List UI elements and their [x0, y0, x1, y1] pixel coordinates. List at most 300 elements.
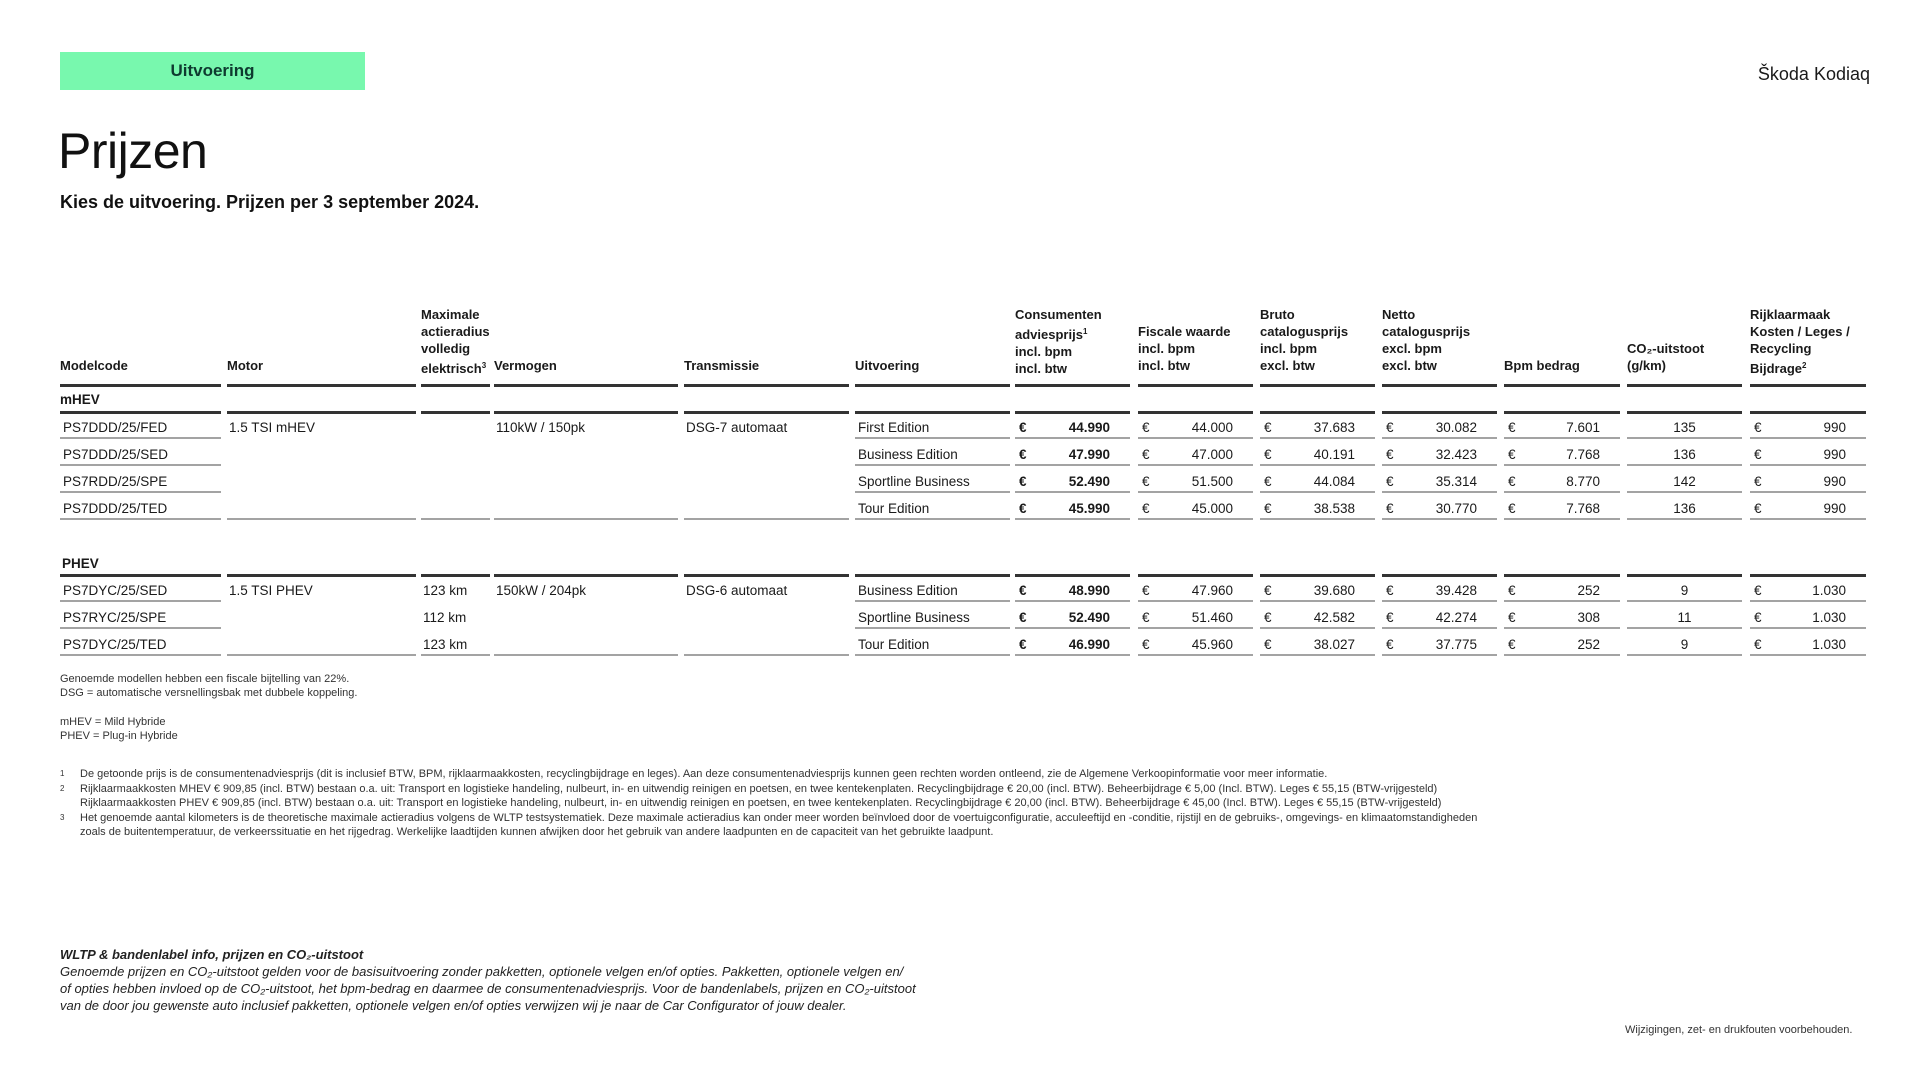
currency-icon: €	[1264, 474, 1272, 489]
column-header-text: catalogusprijs	[1382, 324, 1471, 339]
column-header-text: actieradius	[421, 324, 490, 339]
column-header-modelcode	[60, 357, 221, 374]
row-rule	[1382, 464, 1497, 466]
fiscale_waarde-value: 45.960	[1191, 637, 1233, 652]
column-header-text: Transmissie	[684, 358, 760, 373]
note-line: Genoemde modellen hebben een fiscale bijtelling van 22%.	[60, 673, 350, 685]
header-rule	[855, 384, 1010, 387]
row-rule	[1750, 627, 1866, 629]
modelcode-cell: PS7RDD/25/SPE	[63, 474, 168, 489]
header-rule	[1260, 411, 1375, 414]
footnote-ref: 1	[1082, 327, 1088, 336]
row-rule	[1138, 437, 1253, 439]
column-header-line	[1382, 323, 1497, 340]
column-header-text: Bijdrage	[1750, 361, 1803, 376]
header-rule	[1138, 384, 1253, 387]
column-header-text: incl. bpm	[1260, 341, 1318, 356]
header-rule	[1382, 574, 1497, 577]
header-rule	[1750, 574, 1866, 577]
column-header-vermogen	[494, 357, 678, 374]
uitvoering-cell: Business Edition	[858, 583, 958, 598]
column-header-line	[1382, 357, 1497, 374]
row-rule	[855, 464, 1010, 466]
row-rule	[855, 437, 1010, 439]
header-rule	[1382, 411, 1497, 414]
modelcode-cell: PS7RYC/25/SPE	[63, 610, 167, 625]
column-header-line	[1260, 306, 1375, 323]
header-rule	[1750, 411, 1866, 414]
consumentenprijs-value: 48.990	[1068, 583, 1110, 598]
column-header-netto	[1382, 306, 1497, 374]
group-label: PHEV	[62, 556, 99, 571]
header-rule	[1750, 384, 1866, 387]
row-rule	[1627, 491, 1742, 493]
consumentenprijs-value: 44.990	[1068, 420, 1110, 435]
column-header-text: Vermogen	[494, 358, 557, 373]
currency-icon: €	[1386, 501, 1394, 516]
row-rule	[1750, 518, 1866, 520]
column-header-line	[421, 306, 490, 323]
header-rule	[1015, 384, 1130, 387]
column-header-line	[1627, 340, 1742, 357]
currency-icon: €	[1264, 637, 1272, 652]
row-rule	[1138, 491, 1253, 493]
note-line: mHEV = Mild Hybride	[60, 716, 166, 728]
header-rule	[1015, 411, 1130, 414]
row-rule	[1015, 600, 1130, 602]
currency-icon: €	[1508, 447, 1516, 462]
currency-icon: €	[1508, 474, 1516, 489]
netto-value: 35.314	[1435, 474, 1477, 489]
uitvoering-cell: First Edition	[858, 420, 930, 435]
row-rule	[1015, 518, 1130, 520]
netto-value: 32.423	[1435, 447, 1477, 462]
currency-icon: €	[1019, 610, 1027, 625]
row-rule	[1138, 627, 1253, 629]
wltp-line: of opties hebben invloed op de CO₂-uitstoot, het bpm-bedrag en daarmee de consumentenadviesprijs. Voor de bandenlabels, prijzen en CO₂-uitstoot	[60, 981, 916, 996]
currency-icon: €	[1754, 637, 1762, 652]
row-rule	[1627, 464, 1742, 466]
currency-icon: €	[1264, 501, 1272, 516]
uitvoering-cell: Sportline Business	[858, 474, 970, 489]
column-header-line	[1504, 357, 1620, 374]
footnote-number: 2	[60, 783, 65, 793]
uitvoering-cell: Tour Edition	[858, 501, 930, 516]
currency-icon: €	[1386, 610, 1394, 625]
row-rule	[855, 600, 1010, 602]
row-rule	[855, 627, 1010, 629]
fiscale_waarde-value: 44.000	[1191, 420, 1233, 435]
consumentenprijs-value: 47.990	[1068, 447, 1110, 462]
column-header-text: catalogusprijs	[1260, 324, 1349, 339]
row-rule	[684, 654, 849, 656]
header-rule	[1627, 411, 1742, 414]
column-header-text: volledig	[421, 341, 471, 356]
row-rule	[60, 491, 221, 493]
header-rule	[421, 574, 490, 577]
header-rule	[494, 411, 678, 414]
row-rule	[1382, 627, 1497, 629]
row-rule	[60, 518, 221, 520]
rijklaar-value: 1.030	[1812, 610, 1846, 625]
column-header-text: Uitvoering	[855, 358, 920, 373]
footnote-ref: 2	[1802, 361, 1807, 370]
modelcode-cell: PS7DYC/25/SED	[63, 583, 168, 598]
row-rule	[855, 654, 1010, 656]
row-rule	[1015, 627, 1130, 629]
bruto-value: 38.027	[1313, 637, 1355, 652]
rijklaar-value: 1.030	[1812, 583, 1846, 598]
column-header-text: Kosten / Leges /	[1750, 324, 1850, 339]
row-rule	[60, 464, 221, 466]
row-rule	[1382, 518, 1497, 520]
column-header-line	[227, 357, 416, 374]
column-header-line	[1382, 340, 1497, 357]
row-rule	[60, 437, 221, 439]
header-rule	[855, 411, 1010, 414]
row-rule	[60, 600, 221, 602]
row-rule	[1627, 437, 1742, 439]
fiscale_waarde-value: 45.000	[1191, 501, 1233, 516]
bpm-value: 7.768	[1566, 501, 1600, 516]
row-rule	[1382, 491, 1497, 493]
netto-value: 30.082	[1435, 420, 1477, 435]
currency-icon: €	[1754, 474, 1762, 489]
column-header-text: excl. btw	[1382, 358, 1437, 373]
currency-icon: €	[1142, 501, 1150, 516]
bpm-value: 308	[1577, 610, 1600, 625]
column-header-text: Motor	[227, 358, 264, 373]
bpm-value: 7.768	[1566, 447, 1600, 462]
netto-value: 30.770	[1435, 501, 1477, 516]
row-rule	[60, 654, 221, 656]
row-rule	[684, 518, 849, 520]
column-header-line	[421, 357, 490, 377]
row-rule	[1015, 464, 1130, 466]
column-header-line	[1138, 357, 1253, 374]
header-rule	[684, 411, 849, 414]
column-header-line	[421, 323, 490, 340]
modelcode-cell: PS7DDD/25/SED	[63, 447, 169, 462]
currency-icon: €	[1386, 447, 1394, 462]
currency-icon: €	[1264, 420, 1272, 435]
rijklaar-value: 990	[1823, 501, 1846, 516]
header-rule	[1260, 574, 1375, 577]
consumentenprijs-value: 45.990	[1068, 501, 1110, 516]
column-header-actieradius	[421, 306, 490, 377]
modelcode-cell: PS7DDD/25/TED	[63, 501, 168, 516]
currency-icon: €	[1386, 420, 1394, 435]
column-header-text: incl. btw	[1138, 358, 1190, 373]
currency-icon: €	[1019, 474, 1027, 489]
column-header-co2	[1627, 340, 1742, 374]
co2-value: 11	[1677, 610, 1692, 625]
modelcode-cell: PS7DDD/25/FED	[63, 420, 168, 435]
currency-icon: €	[1754, 501, 1762, 516]
currency-icon: €	[1019, 420, 1027, 435]
header-rule	[1260, 384, 1375, 387]
currency-icon: €	[1264, 583, 1272, 598]
row-rule	[1138, 518, 1253, 520]
disclaimer: Wijzigingen, zet- en drukfouten voorbehouden.	[1625, 1024, 1853, 1036]
column-header-line	[1260, 340, 1375, 357]
column-header-text: incl. btw	[1015, 361, 1067, 376]
row-rule	[227, 518, 416, 520]
row-rule	[1260, 437, 1375, 439]
co2-value: 9	[1680, 637, 1689, 652]
fiscale_waarde-value: 47.960	[1191, 583, 1233, 598]
header-rule	[494, 384, 678, 387]
currency-icon: €	[1142, 583, 1150, 598]
currency-icon: €	[1754, 447, 1762, 462]
currency-icon: €	[1264, 447, 1272, 462]
row-rule	[1504, 627, 1620, 629]
rijklaar-value: 990	[1823, 447, 1846, 462]
wltp-info	[60, 946, 960, 1014]
column-header-fiscale_waarde	[1138, 323, 1253, 374]
note-line: DSG = automatische versnellingsbak met dubbele koppeling.	[60, 687, 358, 699]
footnote-text: Het genoemde aantal kilometers is de theoretische maximale actieradius volgens de WLTP testsystematiek. Deze maximale actieradius kan onder meer worden beïnvloed door de voertuigconfiguratie, acculeeftijd en -conditie, rijstijl en de gebruiks-, omgevings- en klimaatomstandigheden	[80, 811, 1478, 824]
column-header-text: Bruto	[1260, 307, 1295, 322]
column-header-bpm	[1504, 357, 1620, 374]
row-rule	[1382, 600, 1497, 602]
column-header-line	[1382, 306, 1497, 323]
wltp-heading: WLTP & bandenlabel info, prijzen en CO₂-uitstoot	[60, 947, 364, 962]
rijklaar-value: 990	[1823, 420, 1846, 435]
note-line: PHEV = Plug-in Hybride	[60, 730, 178, 742]
row-rule	[1504, 654, 1620, 656]
column-header-line	[1750, 323, 1866, 340]
actieradius-cell: 123 km	[423, 583, 468, 598]
header-rule	[494, 574, 678, 577]
currency-icon: €	[1142, 637, 1150, 652]
footnote-ref: 3	[481, 361, 487, 370]
consumentenprijs-value: 52.490	[1068, 474, 1110, 489]
column-header-text: Maximale	[421, 307, 480, 322]
column-header-line	[1015, 306, 1130, 323]
row-rule	[1504, 491, 1620, 493]
fiscale_waarde-value: 47.000	[1191, 447, 1233, 462]
column-header-text: excl. bpm	[1382, 341, 1442, 356]
column-header-rijklaar	[1750, 306, 1866, 377]
header-rule	[1504, 574, 1620, 577]
bpm-value: 7.601	[1566, 420, 1600, 435]
bruto-value: 38.538	[1313, 501, 1355, 516]
transmissie-cell: DSG-7 automaat	[686, 420, 788, 435]
bpm-value: 252	[1577, 637, 1600, 652]
column-header-text: Fiscale waarde	[1138, 324, 1231, 339]
row-rule	[1750, 491, 1866, 493]
motor-cell: 1.5 TSI mHEV	[229, 420, 316, 435]
wltp-line: Genoemde prijzen en CO₂-uitstoot gelden voor de basisuitvoering zonder pakketten, optionele velgen en/of opties. Pakketten, optionele velgen en/	[60, 964, 904, 979]
row-rule	[1382, 654, 1497, 656]
header-rule	[1504, 384, 1620, 387]
bruto-value: 40.191	[1313, 447, 1355, 462]
consumentenprijs-value: 46.990	[1068, 637, 1110, 652]
row-rule	[1627, 627, 1742, 629]
column-header-text: Bpm bedrag	[1504, 358, 1580, 373]
currency-icon: €	[1754, 420, 1762, 435]
row-rule	[494, 654, 678, 656]
header-rule	[1015, 574, 1130, 577]
header-rule	[1138, 411, 1253, 414]
footnote-text: Rijklaarmaakkosten MHEV € 909,85 (incl. BTW) bestaan o.a. uit: Transport en logistieke handeling, nulbeurt, in- en uitwendig reinigen en poetsen, en twee kentekenplaten. Recyclingbijdrage € 20,00 (incl. BTW). Beheerbijdrage € 5,00 (Incl. BTW). Leges € 55,15 (BTW-vrijgesteld)	[80, 782, 1438, 795]
currency-icon: €	[1019, 583, 1027, 598]
rijklaar-value: 1.030	[1812, 637, 1846, 652]
modelcode-cell: PS7DYC/25/TED	[63, 637, 167, 652]
currency-icon: €	[1508, 501, 1516, 516]
netto-value: 39.428	[1435, 583, 1477, 598]
uitvoering-cell: Business Edition	[858, 447, 958, 462]
row-rule	[227, 654, 416, 656]
row-rule	[1015, 437, 1130, 439]
currency-icon: €	[1019, 447, 1027, 462]
row-rule	[1015, 491, 1130, 493]
header-rule	[227, 574, 416, 577]
column-header-line	[421, 340, 490, 357]
page-title: Prijzen	[58, 123, 208, 179]
currency-icon: €	[1142, 474, 1150, 489]
column-header-text: (g/km)	[1627, 358, 1666, 373]
bruto-value: 37.683	[1313, 420, 1355, 435]
row-rule	[421, 518, 490, 520]
bpm-value: 8.770	[1566, 474, 1600, 489]
row-rule	[1504, 600, 1620, 602]
column-header-line	[684, 357, 849, 374]
brand-model-name: Škoda Kodiaq	[1757, 64, 1870, 84]
currency-icon: €	[1142, 610, 1150, 625]
group-label: mHEV	[60, 392, 100, 407]
column-header-text: excl. btw	[1260, 358, 1315, 373]
currency-icon: €	[1019, 637, 1027, 652]
row-rule	[1260, 600, 1375, 602]
column-header-text: Modelcode	[60, 358, 128, 373]
consumentenprijs-value: 52.490	[1068, 610, 1110, 625]
co2-value: 9	[1680, 583, 1689, 598]
column-header-text: elektrisch	[421, 361, 482, 376]
row-rule	[1504, 437, 1620, 439]
fiscale_waarde-value: 51.500	[1191, 474, 1233, 489]
section-tab-label: Uitvoering	[170, 61, 255, 80]
row-rule	[494, 518, 678, 520]
netto-value: 42.274	[1435, 610, 1477, 625]
row-rule	[1750, 600, 1866, 602]
column-header-line	[1750, 357, 1866, 377]
currency-icon: €	[1142, 420, 1150, 435]
co2-value: 136	[1673, 501, 1696, 516]
row-rule	[1750, 654, 1866, 656]
motor-cell: 1.5 TSI PHEV	[229, 583, 313, 598]
currency-icon: €	[1386, 474, 1394, 489]
column-header-line	[1015, 343, 1130, 360]
row-rule	[1750, 464, 1866, 466]
currency-icon: €	[1019, 501, 1027, 516]
currency-icon: €	[1754, 583, 1762, 598]
column-header-line	[1260, 323, 1375, 340]
currency-icon: €	[1386, 637, 1394, 652]
row-rule	[1260, 464, 1375, 466]
header-rule	[1504, 411, 1620, 414]
column-header-bruto	[1260, 306, 1375, 374]
column-header-line	[1750, 306, 1866, 323]
row-rule	[1750, 437, 1866, 439]
row-rule	[1627, 654, 1742, 656]
wltp-line: van de door jou gewenste auto inclusief pakketten, optionele velgen en/of opties verwijzen wij je naar de Car Configurator of jouw dealer.	[60, 998, 847, 1013]
column-header-text: incl. bpm	[1015, 344, 1073, 359]
row-rule	[1504, 464, 1620, 466]
column-header-line	[855, 357, 1010, 374]
fiscale_waarde-value: 51.460	[1191, 610, 1233, 625]
header-rule	[421, 384, 490, 387]
header-rule	[855, 574, 1010, 577]
row-rule	[1138, 654, 1253, 656]
column-header-line	[1750, 340, 1866, 357]
footnote-text: Rijklaarmaakkosten PHEV € 909,85 (incl. BTW) bestaan o.a. uit: Transport en logistieke handeling, nulbeurt, in- en uitwendig reinigen en poetsen, en twee kentekenplaten. Recyclingbijdrage € 20,00 (incl. BTW). Beheerbijdrage € 45,00 (Incl. BTW). Leges € 55,15 (BTW-vrijgesteld)	[80, 797, 1442, 809]
actieradius-cell: 112 km	[423, 610, 467, 625]
currency-icon: €	[1508, 637, 1516, 652]
header-rule	[227, 384, 416, 387]
netto-value: 37.775	[1435, 637, 1477, 652]
column-header-text: Recycling	[1750, 341, 1812, 356]
transmissie-cell: DSG-6 automaat	[686, 583, 788, 598]
column-header-line	[1015, 323, 1130, 343]
footnote-number: 1	[60, 769, 65, 778]
row-rule	[855, 518, 1010, 520]
row-rule	[1627, 518, 1742, 520]
column-header-motor	[227, 357, 416, 374]
column-header-line	[1260, 357, 1375, 374]
column-header-line	[1138, 323, 1253, 340]
rijklaar-value: 990	[1823, 474, 1846, 489]
row-rule	[855, 491, 1010, 493]
row-rule	[421, 654, 490, 656]
currency-icon: €	[1264, 610, 1272, 625]
footnote-number: 3	[60, 812, 65, 822]
header-rule	[1627, 384, 1742, 387]
currency-icon: €	[1386, 583, 1394, 598]
vermogen-cell: 110kW / 150pk	[496, 420, 586, 435]
column-header-text: CO₂-uitstoot	[1627, 341, 1705, 356]
header-rule	[60, 411, 221, 414]
column-header-line	[494, 357, 678, 374]
row-rule	[60, 627, 221, 629]
co2-value: 142	[1673, 474, 1696, 489]
column-header-consumentenprijs	[1015, 306, 1130, 377]
actieradius-cell: 123 km	[423, 637, 468, 652]
column-header-text: Consumenten	[1015, 307, 1102, 322]
row-rule	[1260, 518, 1375, 520]
currency-icon: €	[1508, 610, 1516, 625]
column-header-text: incl. bpm	[1138, 341, 1196, 356]
currency-icon: €	[1508, 583, 1516, 598]
bruto-value: 42.582	[1313, 610, 1355, 625]
page-subtitle: Kies de uitvoering. Prijzen per 3 september 2024.	[60, 192, 480, 212]
header-rule	[1382, 384, 1497, 387]
header-rule	[684, 384, 849, 387]
row-rule	[1015, 654, 1130, 656]
column-header-text: adviesprijs	[1015, 327, 1083, 342]
row-rule	[1138, 464, 1253, 466]
header-rule	[1138, 574, 1253, 577]
column-header-transmissie	[684, 357, 849, 374]
row-rule	[1504, 518, 1620, 520]
uitvoering-cell: Tour Edition	[858, 637, 930, 652]
header-rule	[60, 574, 221, 577]
currency-icon: €	[1754, 610, 1762, 625]
bruto-value: 39.680	[1313, 583, 1355, 598]
uitvoering-cell: Sportline Business	[858, 610, 970, 625]
row-rule	[1138, 600, 1253, 602]
